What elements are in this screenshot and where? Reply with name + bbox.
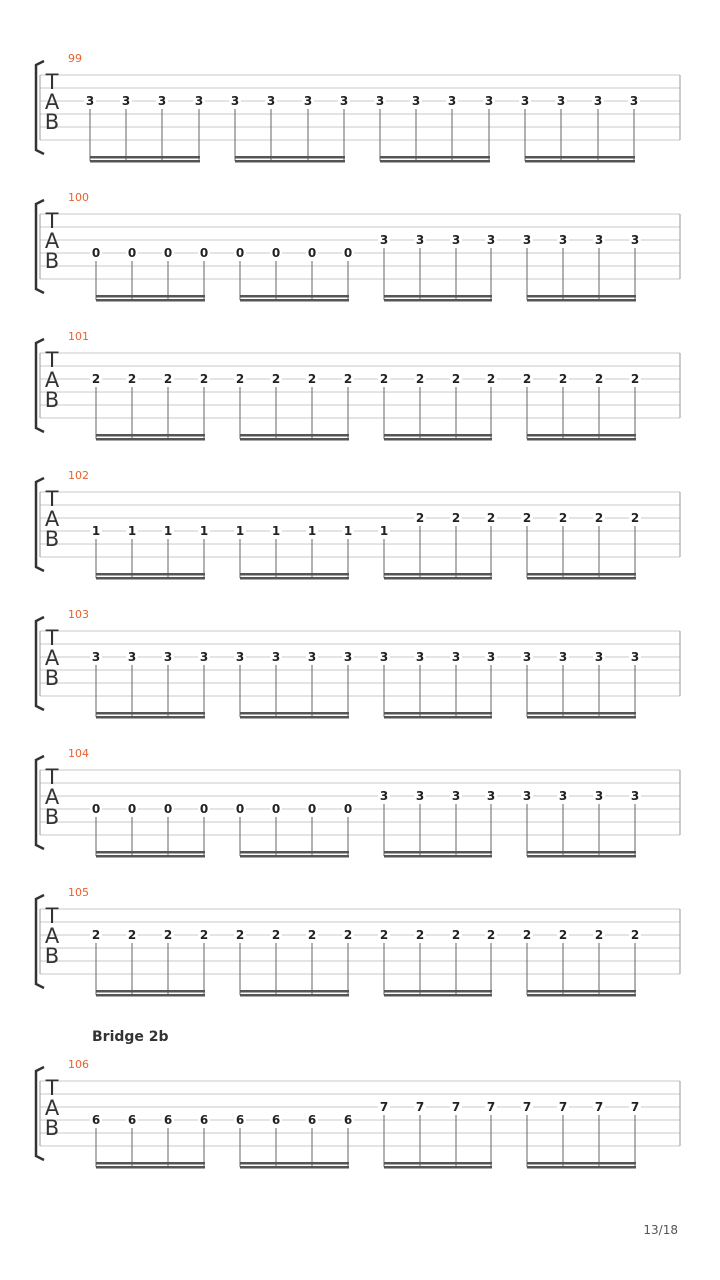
fret-number: 0: [343, 802, 353, 816]
fret-number: 6: [199, 1113, 209, 1127]
tab-clef-letter: T: [45, 626, 59, 650]
beam: [527, 851, 636, 854]
fret-number: 1: [271, 524, 281, 538]
fret-number: 0: [127, 246, 137, 260]
fret-number: 2: [630, 928, 640, 942]
beam: [240, 299, 349, 302]
beam: [384, 434, 492, 437]
beam: [527, 990, 636, 993]
fret-number: 0: [307, 802, 317, 816]
fret-number: 2: [630, 372, 640, 386]
tab-clef-letter: T: [45, 487, 59, 511]
measure-number: 100: [68, 191, 89, 204]
tab-clef-letter: B: [44, 1116, 60, 1140]
beam: [527, 712, 636, 715]
fret-number: 0: [235, 802, 245, 816]
fret-number: 0: [163, 246, 173, 260]
fret-number: 2: [522, 372, 532, 386]
fret-number: 2: [415, 511, 425, 525]
fret-number: 2: [558, 372, 568, 386]
beam: [384, 855, 492, 858]
fret-number: 3: [447, 94, 457, 108]
beam: [90, 160, 200, 163]
tab-clef-letter: A: [44, 785, 60, 809]
beam: [527, 716, 636, 719]
fret-number: 3: [91, 650, 101, 664]
tab-clef-letter: B: [44, 388, 60, 412]
beam: [527, 573, 636, 576]
fret-number: 3: [266, 94, 276, 108]
fret-number: 3: [486, 650, 496, 664]
tab-system: [36, 330, 680, 441]
fret-number: 3: [379, 650, 389, 664]
beam: [240, 855, 349, 858]
tab-system: [36, 52, 680, 163]
tab-clef-letter: B: [44, 110, 60, 134]
measure-number: 105: [68, 886, 89, 899]
tab-system: [36, 608, 680, 719]
fret-number: 2: [343, 372, 353, 386]
fret-number: 2: [486, 511, 496, 525]
fret-number: 2: [235, 928, 245, 942]
fret-number: 3: [343, 650, 353, 664]
fret-number: 6: [235, 1113, 245, 1127]
fret-number: 3: [486, 233, 496, 247]
fret-number: 0: [271, 802, 281, 816]
fret-number: 2: [307, 928, 317, 942]
fret-number: 0: [271, 246, 281, 260]
fret-number: 3: [451, 789, 461, 803]
fret-number: 1: [199, 524, 209, 538]
fret-number: 3: [593, 94, 603, 108]
fret-number: 3: [522, 789, 532, 803]
beam: [384, 990, 492, 993]
tab-clef-letter: B: [44, 249, 60, 273]
tab-clef-letter: B: [44, 944, 60, 968]
fret-number: 2: [235, 372, 245, 386]
fret-number: 3: [629, 94, 639, 108]
beam: [240, 295, 349, 298]
beam: [240, 434, 349, 437]
beam: [96, 716, 205, 719]
beam: [527, 1166, 636, 1169]
fret-number: 3: [121, 94, 131, 108]
beam: [240, 990, 349, 993]
fret-number: 2: [307, 372, 317, 386]
beam: [96, 1162, 205, 1165]
beam: [384, 1162, 492, 1165]
fret-number: 3: [594, 233, 604, 247]
fret-number: 2: [451, 511, 461, 525]
beam: [384, 299, 492, 302]
fret-number: 7: [594, 1100, 604, 1114]
fret-number: 7: [522, 1100, 532, 1114]
beam: [96, 438, 205, 441]
fret-number: 3: [307, 650, 317, 664]
fret-number: 3: [379, 789, 389, 803]
fret-number: 3: [594, 650, 604, 664]
beam: [96, 851, 205, 854]
fret-number: 2: [558, 511, 568, 525]
tab-clef-letter: T: [45, 348, 59, 372]
fret-number: 3: [379, 233, 389, 247]
fret-number: 7: [486, 1100, 496, 1114]
fret-number: 3: [520, 94, 530, 108]
fret-number: 3: [415, 650, 425, 664]
tab-system: [36, 886, 680, 997]
beam: [96, 577, 205, 580]
beam: [527, 299, 636, 302]
page-number: 13/18: [643, 1223, 678, 1237]
beam: [96, 712, 205, 715]
beam: [240, 577, 349, 580]
fret-number: 1: [127, 524, 137, 538]
fret-number: 6: [91, 1113, 101, 1127]
fret-number: 3: [271, 650, 281, 664]
beam: [96, 299, 205, 302]
fret-number: 6: [343, 1113, 353, 1127]
beam: [527, 994, 636, 997]
beam: [384, 712, 492, 715]
beam: [235, 160, 345, 163]
systems-layer: [36, 52, 680, 1169]
fret-number: 3: [127, 650, 137, 664]
beam: [240, 851, 349, 854]
tab-clef-letter: T: [45, 904, 59, 928]
beam: [96, 855, 205, 858]
tab-clef-letter: T: [45, 209, 59, 233]
fret-number: 3: [484, 94, 494, 108]
fret-number: 2: [522, 511, 532, 525]
beam: [240, 573, 349, 576]
fret-number: 2: [379, 372, 389, 386]
beam: [240, 716, 349, 719]
tab-clef-letter: A: [44, 924, 60, 948]
fret-number: 2: [199, 928, 209, 942]
beam: [240, 994, 349, 997]
fret-number: 1: [163, 524, 173, 538]
beam: [384, 295, 492, 298]
measure-number: 103: [68, 608, 89, 621]
fret-number: 0: [235, 246, 245, 260]
fret-number: 1: [307, 524, 317, 538]
fret-number: 2: [415, 928, 425, 942]
fret-number: 2: [127, 372, 137, 386]
tab-clef-letter: B: [44, 805, 60, 829]
tab-clef-letter: B: [44, 666, 60, 690]
beam: [527, 438, 636, 441]
fret-number: 2: [486, 372, 496, 386]
tab-system: [36, 747, 680, 858]
beam: [384, 573, 492, 576]
fret-number: 3: [411, 94, 421, 108]
fret-number: 3: [558, 233, 568, 247]
fret-number: 2: [199, 372, 209, 386]
tab-system: [36, 469, 680, 580]
fret-number: 0: [163, 802, 173, 816]
fret-number: 3: [415, 789, 425, 803]
beam: [96, 990, 205, 993]
fret-number: 3: [594, 789, 604, 803]
beam: [235, 156, 345, 159]
fret-number: 2: [91, 372, 101, 386]
tab-clef-letter: A: [44, 507, 60, 531]
fret-number: 2: [91, 928, 101, 942]
fret-number: 0: [343, 246, 353, 260]
beam: [384, 577, 492, 580]
fret-number: 2: [163, 372, 173, 386]
fret-number: 2: [594, 372, 604, 386]
fret-number: 3: [339, 94, 349, 108]
fret-number: 3: [630, 233, 640, 247]
beam: [384, 994, 492, 997]
beam: [96, 994, 205, 997]
fret-number: 3: [630, 650, 640, 664]
tab-clef-letter: A: [44, 229, 60, 253]
beam: [96, 295, 205, 298]
fret-number: 2: [451, 372, 461, 386]
fret-number: 0: [91, 246, 101, 260]
beam: [527, 577, 636, 580]
fret-number: 3: [630, 789, 640, 803]
fret-number: 0: [127, 802, 137, 816]
tab-system: [36, 191, 680, 302]
fret-number: 7: [415, 1100, 425, 1114]
beam: [527, 1162, 636, 1165]
fret-number: 3: [558, 789, 568, 803]
fret-number: 3: [522, 650, 532, 664]
fret-number: 3: [230, 94, 240, 108]
tab-clef-letter: T: [45, 765, 59, 789]
fret-number: 2: [522, 928, 532, 942]
fret-number: 1: [379, 524, 389, 538]
tab-system: [36, 1029, 680, 1169]
fret-number: 3: [451, 650, 461, 664]
fret-number: 2: [343, 928, 353, 942]
fret-number: 3: [194, 94, 204, 108]
fret-number: 2: [594, 511, 604, 525]
tab-clef-letter: A: [44, 368, 60, 392]
measure-number: 106: [68, 1058, 89, 1071]
fret-number: 3: [415, 233, 425, 247]
beam: [240, 438, 349, 441]
beam: [96, 573, 205, 576]
tab-clef-letter: A: [44, 1096, 60, 1120]
fret-number: 3: [522, 233, 532, 247]
fret-number: 3: [303, 94, 313, 108]
fret-number: 6: [271, 1113, 281, 1127]
section-label: Bridge 2b: [92, 1029, 169, 1045]
measure-number: 102: [68, 469, 89, 482]
fret-number: 3: [199, 650, 209, 664]
fret-number: 3: [451, 233, 461, 247]
beam: [525, 160, 635, 163]
measure-number: 101: [68, 330, 89, 343]
fret-number: 2: [271, 372, 281, 386]
beam: [527, 434, 636, 437]
beam: [240, 1162, 349, 1165]
fret-number: 2: [415, 372, 425, 386]
fret-number: 6: [163, 1113, 173, 1127]
fret-number: 3: [235, 650, 245, 664]
tab-clef-letter: T: [45, 70, 59, 94]
fret-number: 3: [556, 94, 566, 108]
fret-number: 3: [163, 650, 173, 664]
beam: [380, 160, 490, 163]
beam: [525, 156, 635, 159]
fret-number: 6: [307, 1113, 317, 1127]
beam: [384, 438, 492, 441]
beam: [527, 295, 636, 298]
fret-number: 2: [558, 928, 568, 942]
fret-number: 0: [199, 802, 209, 816]
fret-number: 2: [379, 928, 389, 942]
measure-number: 104: [68, 747, 89, 760]
beam: [96, 434, 205, 437]
beam: [384, 851, 492, 854]
fret-number: 0: [91, 802, 101, 816]
fret-number: 3: [558, 650, 568, 664]
fret-number: 2: [127, 928, 137, 942]
fret-number: 2: [594, 928, 604, 942]
fret-number: 2: [630, 511, 640, 525]
tab-clef-letter: B: [44, 527, 60, 551]
fret-number: 7: [451, 1100, 461, 1114]
beam: [90, 156, 200, 159]
fret-number: 2: [486, 928, 496, 942]
fret-number: 7: [558, 1100, 568, 1114]
fret-number: 6: [127, 1113, 137, 1127]
fret-number: 1: [235, 524, 245, 538]
fret-number: 0: [199, 246, 209, 260]
fret-number: 3: [85, 94, 95, 108]
fret-number: 3: [486, 789, 496, 803]
fret-number: 1: [91, 524, 101, 538]
beam: [240, 712, 349, 715]
tab-clef-letter: A: [44, 90, 60, 114]
beam: [240, 1166, 349, 1169]
beam: [96, 1166, 205, 1169]
fret-number: 1: [343, 524, 353, 538]
fret-number: 3: [375, 94, 385, 108]
fret-number: 2: [451, 928, 461, 942]
fret-number: 2: [271, 928, 281, 942]
fret-number: 3: [157, 94, 167, 108]
beam: [527, 855, 636, 858]
fret-number: 7: [630, 1100, 640, 1114]
fret-number: 0: [307, 246, 317, 260]
fret-number: 7: [379, 1100, 389, 1114]
beam: [384, 716, 492, 719]
fret-number: 2: [163, 928, 173, 942]
beam: [384, 1166, 492, 1169]
beam: [380, 156, 490, 159]
tab-clef-letter: A: [44, 646, 60, 670]
tab-clef-letter: T: [45, 1076, 59, 1100]
measure-number: 99: [68, 52, 82, 65]
